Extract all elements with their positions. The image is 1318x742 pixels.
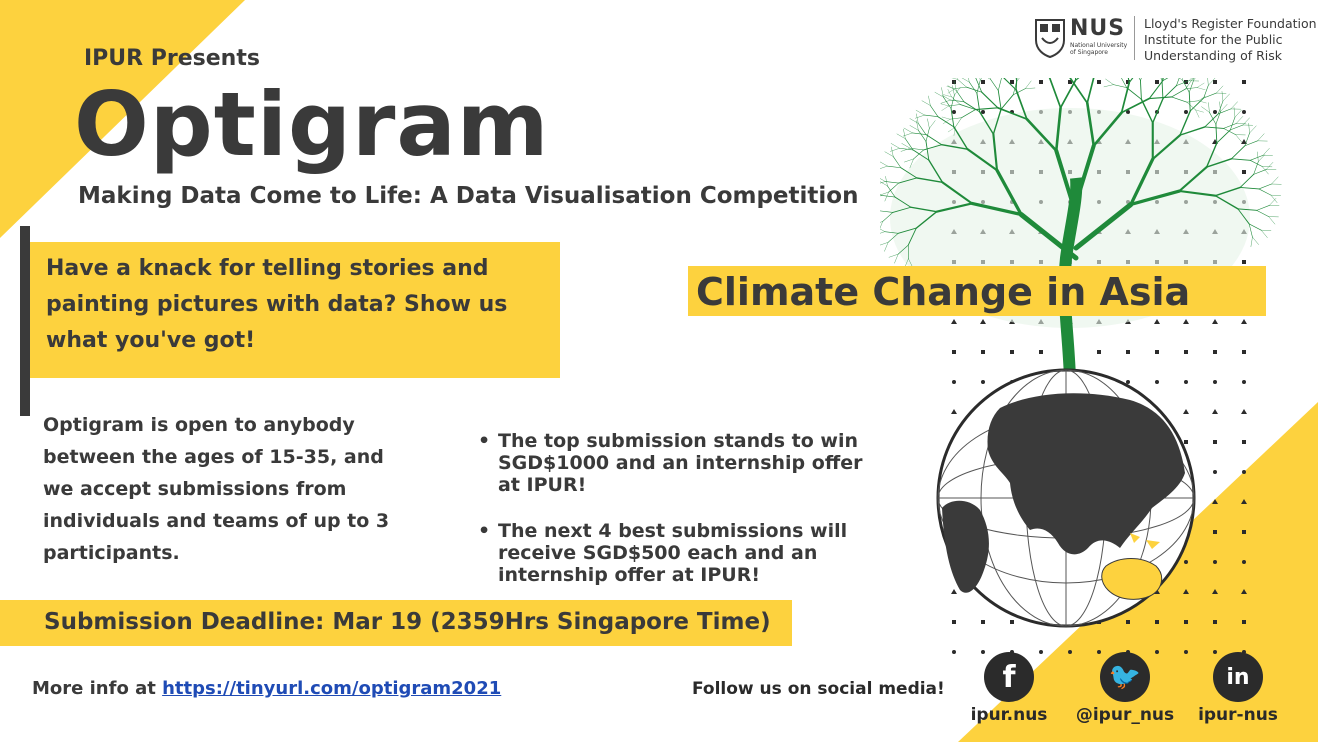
logo-divider (1134, 16, 1135, 60)
pattern-dot (1184, 650, 1188, 654)
tagline-line-2: painting pictures with data? Show us (46, 292, 508, 317)
more-info-link[interactable]: https://tinyurl.com/optigram2021 (162, 678, 502, 699)
prize-1-line-2: SGD$1000 and an internship offer (498, 452, 863, 474)
pattern-dot (1039, 650, 1043, 654)
prize-1-line-3: at IPUR! (498, 474, 587, 496)
pattern-dot (1097, 650, 1101, 654)
eligibility-line-1: Optigram is open to anybody (43, 414, 355, 436)
facebook-icon[interactable]: f (984, 652, 1034, 702)
lrf-line-1: Lloyd's Register Foundation (1144, 16, 1317, 31)
competition-subtitle: Making Data Come to Life: A Data Visualisation Competition (78, 183, 859, 209)
prize-1-line-1: The top submission stands to win (498, 430, 859, 452)
nus-ipur-logo (1034, 16, 1317, 66)
twitter-handle[interactable]: @ipur_nus (1075, 705, 1175, 725)
linkedin-handle[interactable]: ipur-nus (1198, 705, 1278, 725)
prize-2-line-1: The next 4 best submissions will (498, 520, 848, 542)
tagline-line-1: Have a knack for telling stories and (46, 256, 489, 281)
lrf-line-3: Understanding of Risk (1144, 48, 1283, 63)
nus-subtext-line-1: National University (1070, 42, 1128, 49)
linkedin-icon[interactable]: in (1213, 652, 1263, 702)
prize-2-line-3: internship offer at IPUR! (498, 564, 761, 586)
tagline-line-3: what you've got! (46, 328, 256, 353)
tagline-accent-bar (20, 226, 30, 416)
prize-bullet-2: • (478, 520, 491, 542)
presenter-label: IPUR Presents (84, 46, 260, 71)
submission-deadline: Submission Deadline: Mar 19 (2359Hrs Singapore Time) (44, 609, 771, 635)
nus-crest-icon (1034, 18, 1066, 58)
more-info (32, 678, 501, 699)
pattern-dot (1068, 650, 1072, 654)
eligibility-line-3: we accept submissions from (43, 478, 347, 500)
lrf-line-2: Institute for the Public (1144, 32, 1283, 47)
twitter-icon[interactable]: 🐦 (1100, 652, 1150, 702)
nus-subtext-line-2: of Singapore (1070, 49, 1108, 56)
competition-title: Optigram (74, 73, 550, 176)
pattern-dot (1155, 650, 1159, 654)
facebook-handle[interactable]: ipur.nus (970, 705, 1048, 725)
prize-2-line-2: receive SGD$500 each and an (498, 542, 818, 564)
pattern-dot (1213, 650, 1217, 654)
follow-us-label: Follow us on social media! (692, 679, 945, 699)
eligibility-line-2: between the ages of 15-35, and (43, 446, 384, 468)
prize-bullet-1: • (478, 430, 491, 452)
eligibility-line-5: participants. (43, 542, 180, 564)
tree-on-globe-illustration (880, 78, 1300, 648)
pattern-dot (981, 650, 985, 654)
competition-theme: Climate Change in Asia (696, 270, 1191, 314)
nus-wordmark: NUS (1070, 16, 1126, 41)
more-info-prefix: More info at (32, 678, 163, 699)
eligibility-line-4: individuals and teams of up to 3 (43, 510, 390, 532)
pattern-dot (952, 650, 956, 654)
